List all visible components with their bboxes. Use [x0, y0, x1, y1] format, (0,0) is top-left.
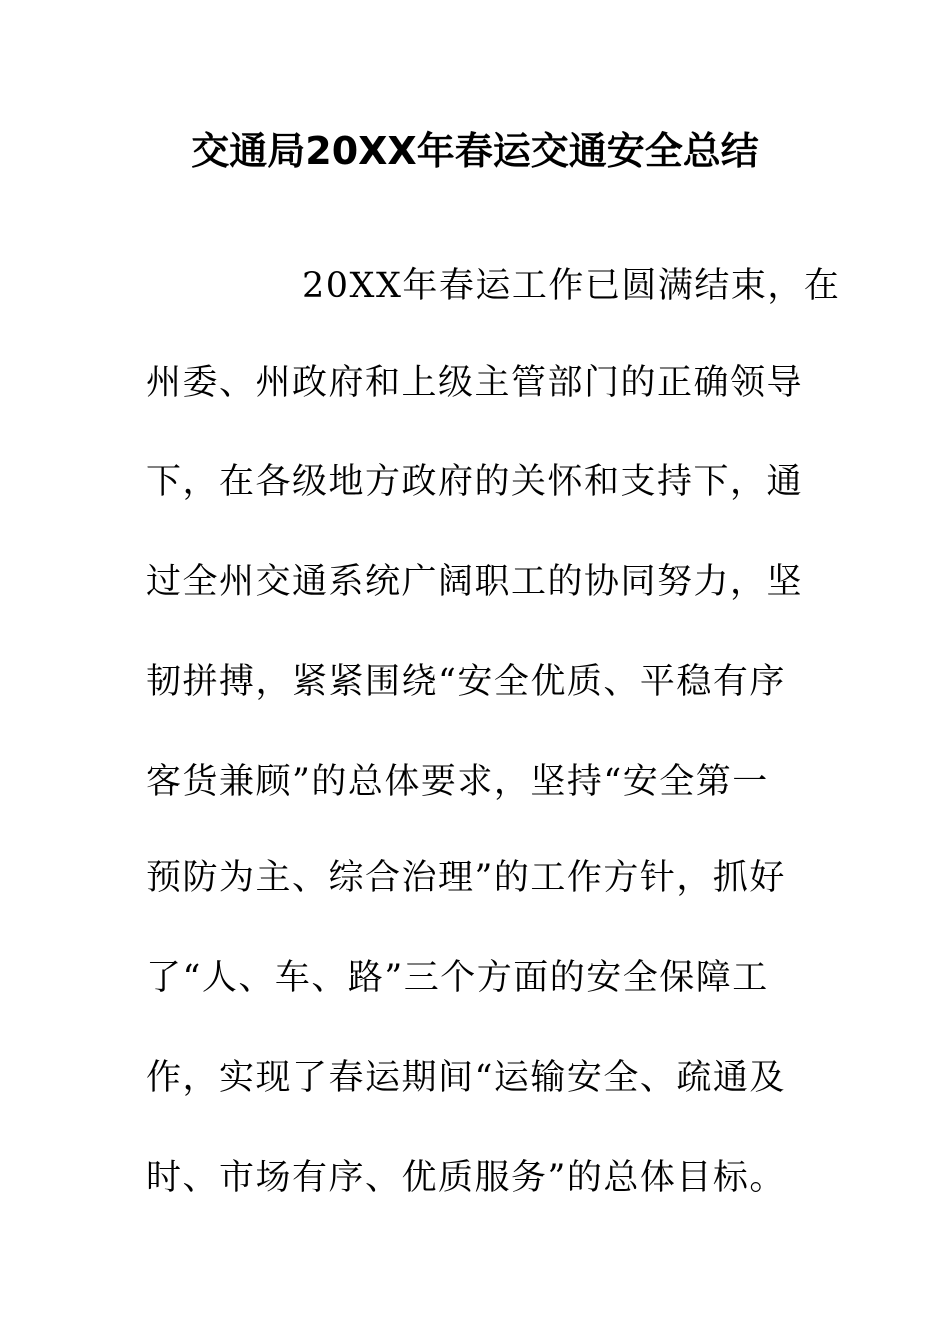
paragraph-line: 作，实现了春运期间“运输安全、疏通及 [146, 1058, 786, 1098]
document-title: 交通局20XX年春运交通安全总结 [191, 129, 759, 173]
paragraph-line: 预防为主、综合治理”的工作方针，抓好 [146, 858, 786, 898]
paragraph-line: 韧拼搏，紧紧围绕“安全优质、平稳有序 [146, 662, 786, 702]
paragraph-line: 下，在各级地方政府的关怀和支持下，通 [146, 462, 804, 502]
paragraph-line: 客货兼顾”的总体要求，坚持“安全第一 [146, 762, 769, 802]
paragraph-line: 20XX年春运工作已圆满结束，在 [302, 266, 841, 306]
paragraph-line: 了“人、车、路”三个方面的安全保障工 [146, 958, 769, 998]
paragraph-line: 州委、州政府和上级主管部门的正确领导 [146, 363, 804, 403]
paragraph-line: 过全州交通系统广阔职工的协同努力，坚 [146, 562, 804, 602]
paragraph-line: 时、市场有序、优质服务”的总体目标。 [146, 1158, 786, 1198]
